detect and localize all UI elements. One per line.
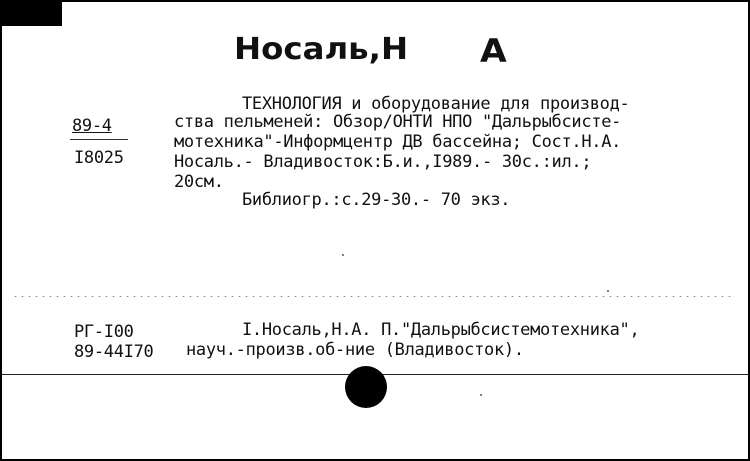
scan-edge [2,2,62,26]
footer-code-2: 89-44I70 [74,342,154,362]
bibliography-note: Библиогр.:с.29-30.- 70 экз. [242,190,511,210]
catalog-card [2,2,748,459]
entry-line-5: 20см. [174,172,224,192]
entry-line-4: Носаль.- Владивосток:Б.и.,I989.- 30с.:ил.; [174,152,592,172]
entry-line-3: мотехника"-Информцентр ДВ бассейна; Сост.Н.А. [174,132,622,152]
classification-rule [70,139,128,140]
punch-hole [345,366,387,408]
entry-line-2: ства пельменей: Обзор/ОНТИ НПО "Дальрыбсисте- [174,112,622,132]
footer-code-1: РГ-I00 [74,322,134,342]
speck [342,254,344,256]
speck [607,290,609,292]
accession-number: I8025 [74,148,124,168]
tracings-line-1: I.Носаль,Н.А. П."Дальрыбсистемотехника", [242,320,640,340]
tracings-line-2: науч.-произв.об-ние (Владивосток). [186,340,524,360]
handwritten-author: Носаль,Н [234,32,409,67]
classification-code: 89-4 [72,116,112,136]
handwritten-letter: А [480,32,507,70]
speck [480,394,482,396]
entry-line-1: ТЕХНОЛОГИЯ и оборудование для производ- [242,94,630,114]
dotted-guide [12,296,732,297]
